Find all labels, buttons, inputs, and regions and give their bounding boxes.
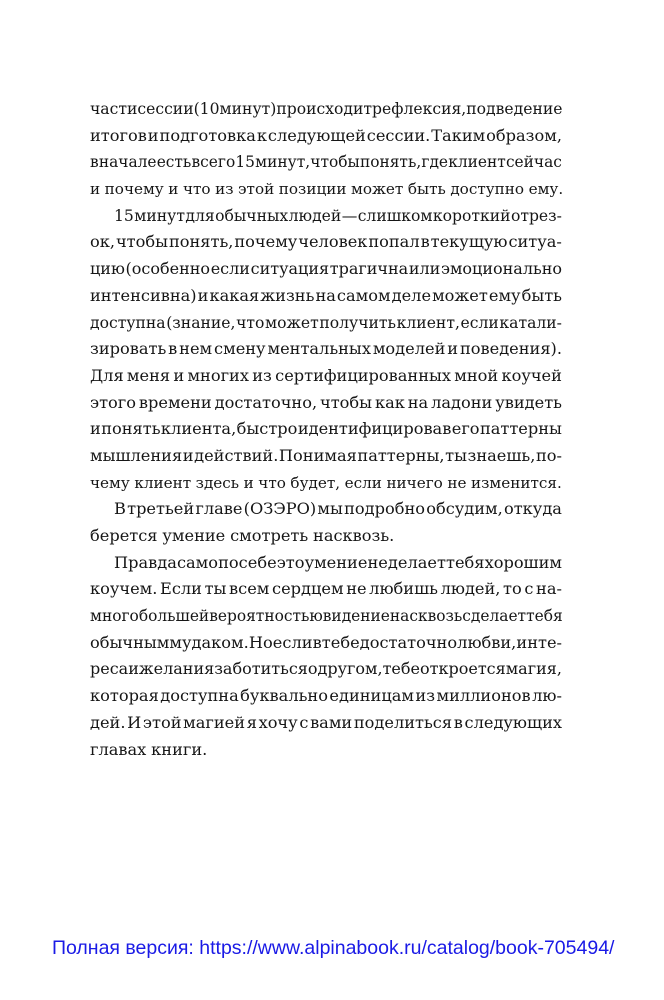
text-line: берется умение смотреть насквозь. — [90, 526, 395, 545]
text-line: главах книги. — [90, 739, 208, 759]
paragraph — [90, 496, 562, 549]
text-line: Для меня и многих из сертифицированных мной коучей — [90, 365, 562, 385]
text-line: мышления и действий. Понимая паттерны, ты знаешь, по- — [90, 445, 562, 465]
text-line: дей. И этой магией я хочу с вами поделиться в следующих — [90, 712, 562, 732]
text-line: В третьей главе (ОЗЭРО) мы подробно обсудим, откуда — [114, 499, 562, 519]
text-line: в начале есть всего 15 минут, чтобы понять, где клиент сейчас — [90, 153, 562, 172]
body-text — [90, 96, 562, 763]
paragraph — [90, 203, 562, 497]
text-line: и понять клиента, быстро идентифицировав его паттерны — [90, 419, 562, 439]
text-line: части сессии (10 минут) происходит рефлексия, подведение — [90, 100, 563, 118]
text-line: этого времени достаточно, чтобы как на ладони увидеть — [90, 392, 562, 412]
paragraph — [90, 96, 562, 203]
text-line: зировать в нем смену ментальных моделей и поведения). — [90, 339, 562, 359]
paragraph — [90, 550, 562, 764]
text-line: 15 минут для обычных людей — слишком короткий отрез- — [114, 206, 562, 225]
text-line: цию (особенно если ситуация трагична или эмоционально — [90, 259, 562, 279]
text-line: ок, чтобы понять, почему человек попал в текущую ситуа- — [90, 232, 562, 252]
text-line: интенсивна) и какая жизнь на самом деле может ему быть — [90, 285, 562, 305]
text-line: Правда само по себе это умение не делает тебя хорошим — [114, 552, 562, 572]
text-line: реса и желания заботиться о другом, тебе откроется магия, — [90, 659, 562, 679]
text-line: чему клиент здесь и что будет, если ничего не изменится. — [90, 473, 562, 492]
text-line: коучем. Если ты всем сердцем не любишь людей, то с на- — [90, 579, 562, 599]
text-line: доступна (знание, что может получить клиент, если катали- — [90, 313, 562, 332]
text-line: много большей вероятностью видение насквозь сделает тебя — [90, 607, 563, 626]
text-line: обычным мудаком. Но если в тебе достаточно любви, инте- — [90, 632, 562, 652]
text-line: которая доступна буквально единицам из миллионов лю- — [90, 686, 562, 706]
full-version-link[interactable]: Полная версия: https://www.alpinabook.ru/catalog/book-705494/ — [52, 937, 615, 959]
text-line: итогов и подготовка к следующей сессии. Таким образом, — [90, 125, 562, 145]
text-line: и почему и что из этой позиции может быть доступно ему. — [90, 180, 564, 199]
